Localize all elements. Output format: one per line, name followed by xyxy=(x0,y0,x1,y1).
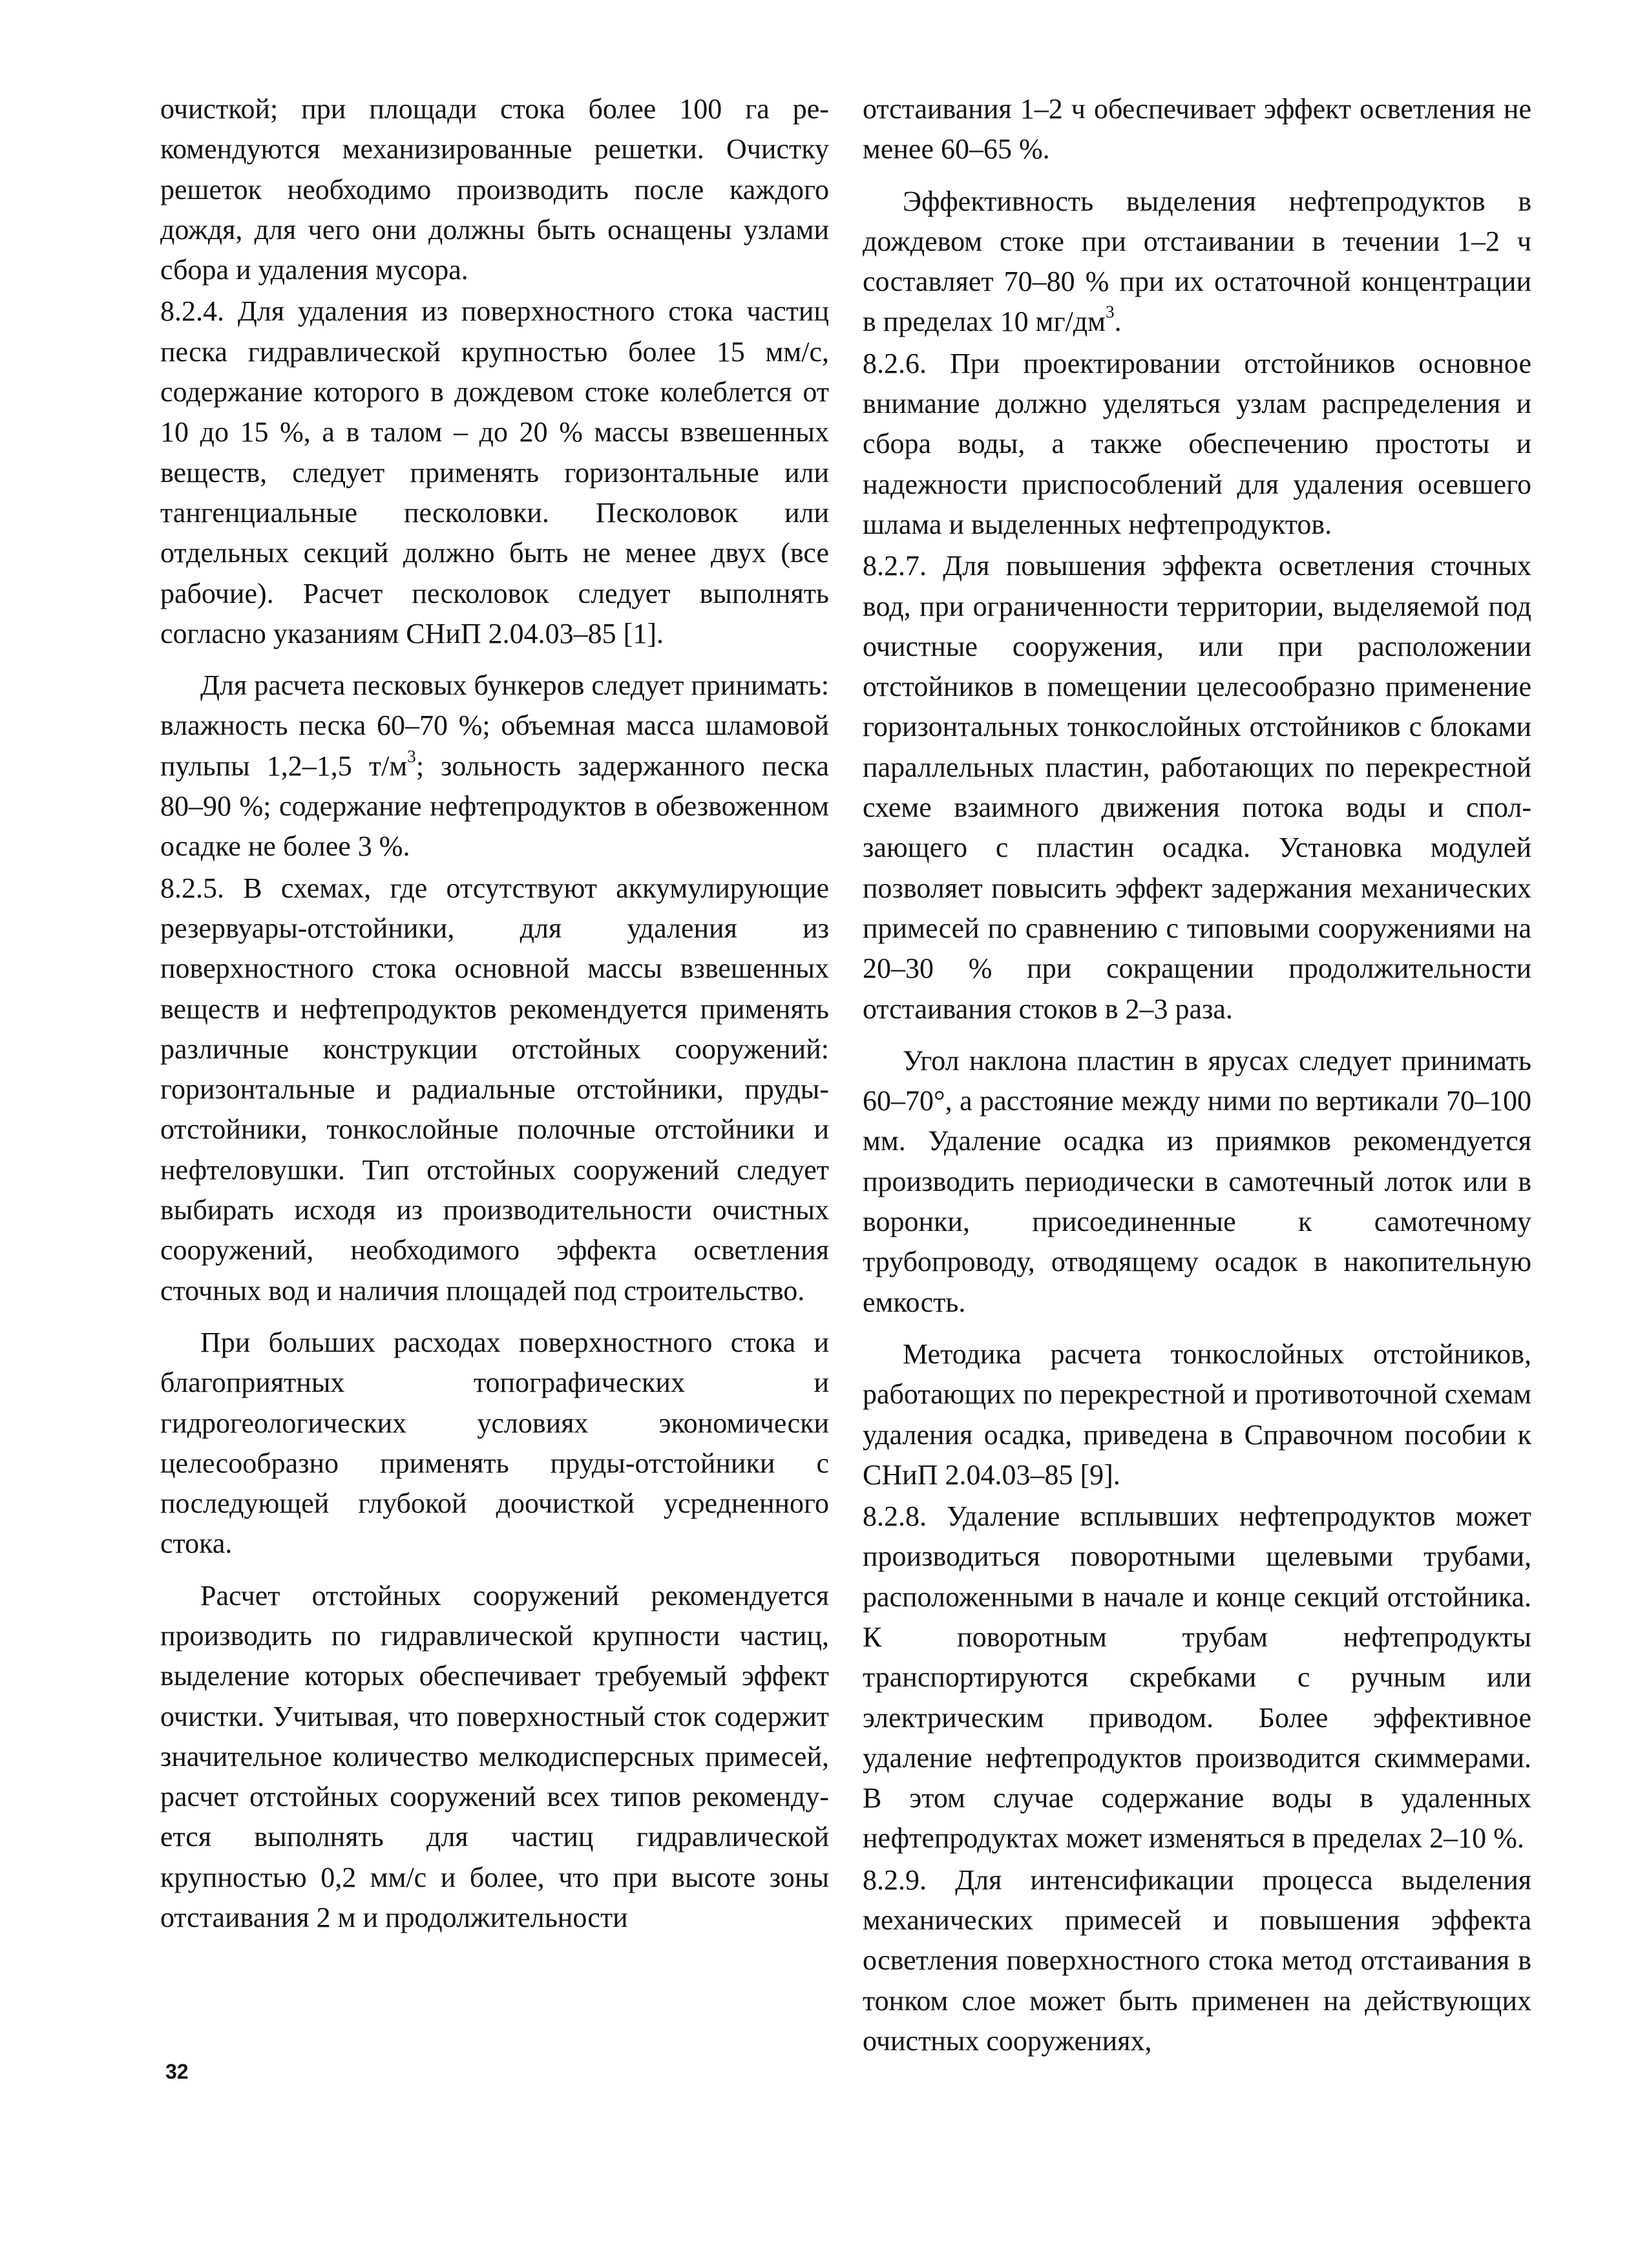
paragraph: Расчет отстойных сооружений рекомендуется производить по гидравлической крупности частиц, выделение которых обеспечивает требуемый эффект очистки. Учитывая, что поверхностный сток содержит значительное количество мелкодисперсных примесей, расчет отстойных сооружений всех типов рекомендуется выполнять для частиц гидравлической крупностью 0,2 мм/с и более, что при высоте зоны отстаивания 2 м и продолжительности xyxy=(160,1579,829,1934)
paragraph: отстаивания 1–2 ч обеспечивает эффект осветления не менее 60–65 %. xyxy=(863,93,1531,165)
page-number: 32 xyxy=(165,2060,189,2083)
section-8-2-4: 8.2.4. Для удаления из поверхностного стока частиц песка гидравлической крупностью более 15 мм/с, содержание которого в дождевом стоке колеблется от 10 до 15 %, а в талом – до 20 % массы взвешенных веществ, следует применять горизонтальные или тангенциальные песколовки. Песколовок или отдельных секций должно быть не менее двух (все рабочие). Расчет песколовок следует выполнять согласно указаниям СНиП 2.04.03–85 [1]. xyxy=(160,295,829,649)
superscript: 3 xyxy=(407,746,416,766)
paragraph: При больших расходах поверхностного стока и благоприятных топографических и гидрогеологических условиях экономически целесообразно применять пруды-отстойники с последующей глубокой доочисткой усредненного стока. xyxy=(160,1326,829,1560)
paragraph xyxy=(160,666,829,866)
paragraph xyxy=(863,182,1531,342)
section-8-2-6: 8.2.6. При проектировании отстойников основное внимание должно уделяться узлам распределения и сбора воды, а также обеспечению простоты и надежности приспособлений для удаления осевшего шлама и выделенных нефтепродуктов. xyxy=(863,347,1531,540)
superscript: 3 xyxy=(1106,302,1115,322)
paragraph: очисткой; при площади стока более 100 га рекомендуются механизированные решетки. Очистку решеток необходимо производить после каждого дождя, для чего они должны быть оснащены узлами сбора и удаления мусора. xyxy=(160,93,829,286)
section-8-2-5: 8.2.5. В схемах, где отсутствуют аккумулирующие резервуары-отстойники, для удаления из поверхностного стока основной массы взвешенных веществ и нефтепродуктов рекомендуется применять различные конструкции отстойных сооружений: горизонтальные и радиальные отстойники, пруды-отстойники, тонкослойные полочные отстойники и нефтеловушки. Тип отстойных сооружений следует выбирать исходя из производительности очистных сооружений, необходимого эффекта осветления сточных вод и наличия площадей под строительство. xyxy=(160,872,829,1307)
paragraph-text: . xyxy=(1114,306,1122,338)
section-8-2-7: 8.2.7. Для повышения эффекта осветления сточных вод, при ограниченности территории, выделяемой под очистные сооружения, или при расположении отстойников в помещении целесообразно применение горизонтальных тонкослойных отстойников с блоками параллельных пластин, работающих по перекрестной схеме взаимного движения потока воды и сползающего с пластин осадка. Установка модулей позволяет повысить эффект задержания механических примесей по сравнению с типовыми сооружениями на 20–30 % при сокращении продолжительности отстаивания стоков в 2–3 раза. xyxy=(863,550,1531,1025)
paragraph: Угол наклона пластин в ярусах следует принимать 60–70°, а расстояние между ними по вертикали 70–100 мм. Удаление осадка из приямков рекомендуется производить периодически в самотечный лоток или в воронки, присоединенные к самотечному трубопроводу, отводящему осадок в накопительную емкость. xyxy=(863,1044,1531,1318)
section-8-2-9: 8.2.9. Для интенсификации процесса выделения механических примесей и повышения эффекта осветления поверхностного стока метод отстаивания в тонком слое может быть применен на действующих очистных сооружениях, xyxy=(863,1864,1531,2057)
paragraph: Методика расчета тонкослойных отстойников, работающих по перекрестной и противоточной схемам удаления осадка, приведена в Справочном пособии к СНиП 2.04.03–85 [9]. xyxy=(863,1338,1531,1491)
paragraph-text: ; зольность задержанного песка 80–90 %; содержание нефтепродуктов в обезвоженном осадке не более 3 %. xyxy=(160,750,829,863)
paragraph-text: Для расчета песковых бункеров следует принимать: влажность песка 60–70 %; объемная масса шламовой пульпы 1,2–1,5 т/м xyxy=(160,669,830,782)
left-column xyxy=(160,89,829,1938)
right-column xyxy=(863,89,1531,2061)
section-8-2-8: 8.2.8. Удаление всплывших нефтепродуктов может производиться поворотными щелевыми трубами, расположенными в начале и конце секций отстойника. К поворотным трубам нефтепродукты транспортируются скребками с ручным или электрическим приводом. Более эффективное удаление нефтепродуктов производится скиммерами. В этом случае содержание воды в удаленных нефтепродуктах может изменяться в пределах 2–10 %. xyxy=(863,1500,1531,1854)
paragraph-text: Эффективность выделения нефтепродуктов в дождевом стоке при отстаивании в течении 1–2 ч составляет 70–80 % при их остаточной концентрации в пределах 10 мг/дм xyxy=(863,185,1531,338)
